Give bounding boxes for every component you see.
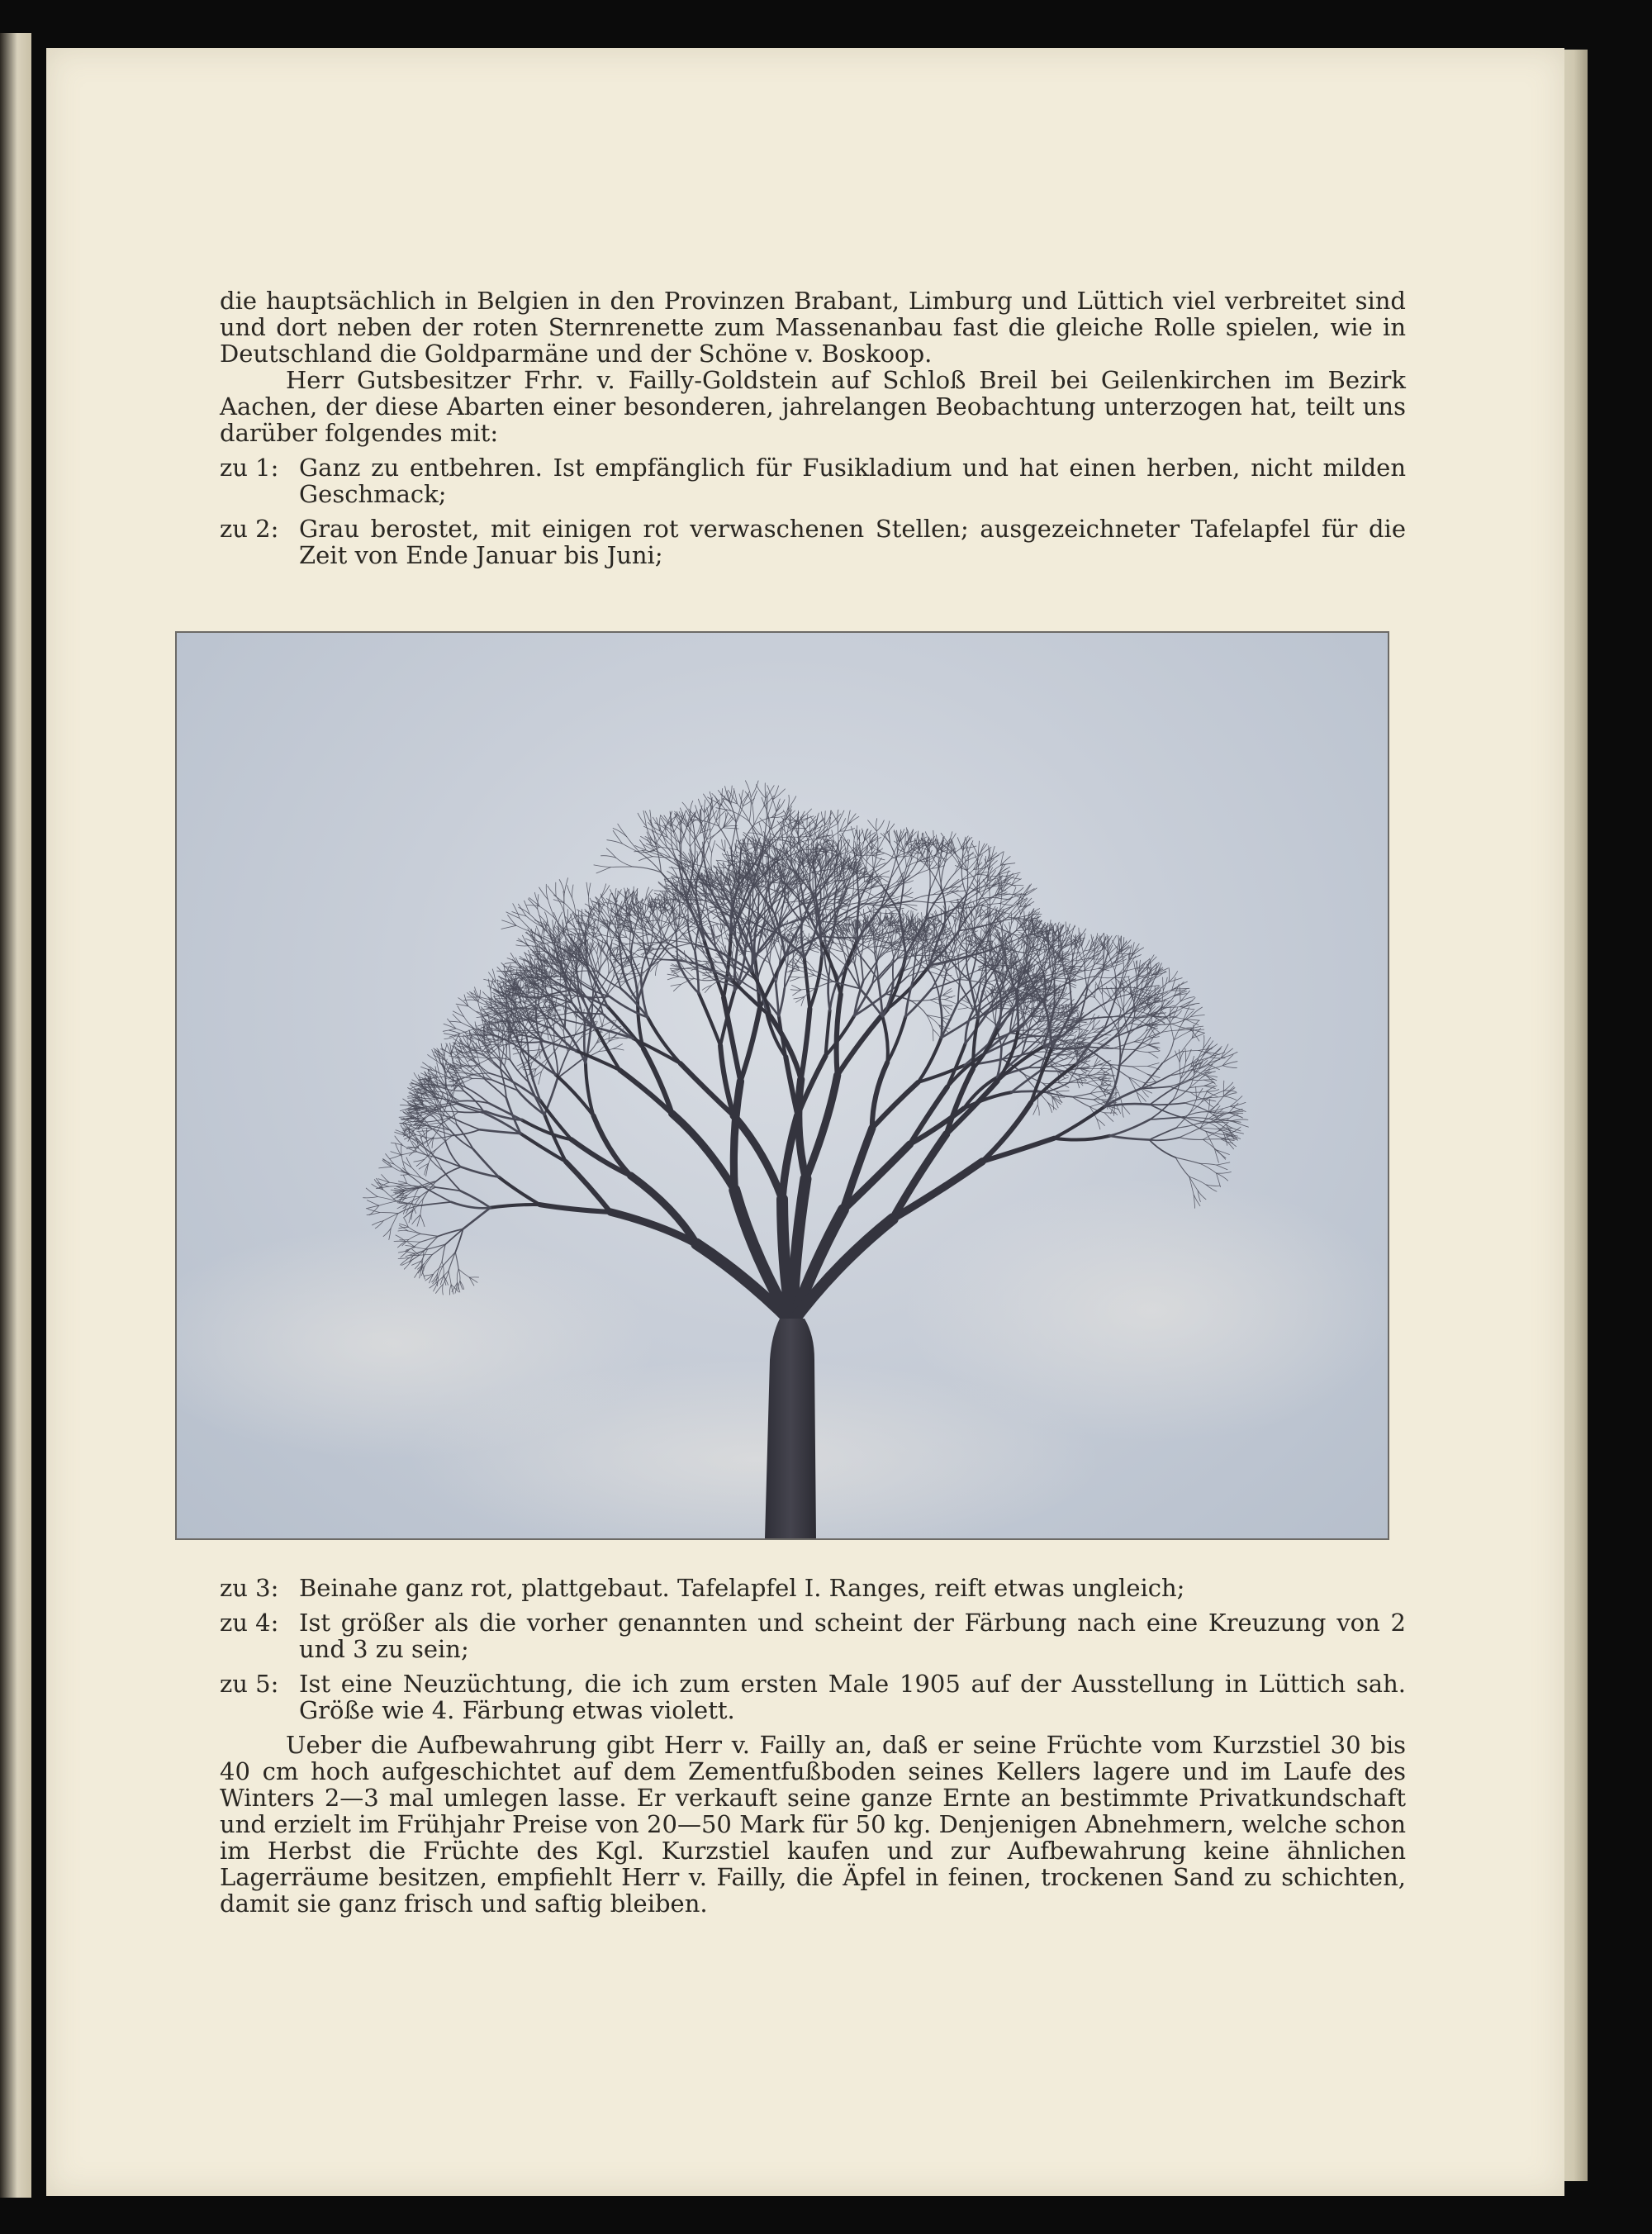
tree-branch bbox=[566, 1162, 610, 1212]
tree-branch bbox=[790, 977, 800, 981]
tree-branch bbox=[861, 957, 863, 981]
tree-branch bbox=[971, 844, 978, 857]
left-page-edge bbox=[0, 33, 31, 2198]
tree-branch bbox=[601, 856, 616, 858]
list-item-label: zu 2: bbox=[220, 515, 279, 543]
tree-branch bbox=[838, 1009, 887, 1075]
tree-branch bbox=[596, 867, 610, 873]
tree-branch bbox=[696, 1244, 792, 1323]
tree-branch bbox=[989, 857, 990, 869]
tree-branch bbox=[584, 1023, 586, 1063]
tree-branch bbox=[852, 877, 853, 895]
tree-branch bbox=[847, 816, 859, 825]
tree-branch bbox=[615, 888, 616, 900]
tree-branch bbox=[965, 858, 966, 870]
tree-branch bbox=[656, 963, 659, 976]
tree-branch bbox=[445, 1141, 461, 1167]
tree-branch bbox=[463, 1208, 491, 1229]
tree-branch bbox=[657, 844, 671, 858]
tree-branch bbox=[416, 1135, 432, 1139]
tree-branch bbox=[736, 804, 741, 822]
tree-branch bbox=[600, 958, 607, 969]
tree-branch bbox=[770, 946, 771, 963]
tree-branch bbox=[565, 929, 575, 934]
tree-branch bbox=[978, 841, 980, 856]
tree-branch bbox=[379, 1201, 396, 1205]
tree-branch bbox=[775, 945, 781, 962]
tree-branch bbox=[420, 1199, 424, 1215]
tree-branch bbox=[943, 991, 953, 995]
tree-branch bbox=[459, 1075, 472, 1081]
tree-branch bbox=[773, 789, 786, 800]
tree-branch bbox=[613, 1044, 623, 1049]
tree-branch bbox=[401, 1174, 410, 1175]
tree-branch bbox=[862, 829, 864, 840]
tree-branch bbox=[745, 781, 751, 797]
tree-branch bbox=[807, 814, 808, 827]
tree-branch bbox=[554, 895, 565, 903]
tree-branch bbox=[667, 977, 679, 980]
tree-branch bbox=[813, 873, 814, 896]
tree-branch bbox=[810, 816, 816, 826]
tree-branch bbox=[390, 1155, 401, 1159]
tree-branch bbox=[398, 1181, 406, 1184]
tree-branch bbox=[630, 933, 631, 953]
tree-branch bbox=[464, 1000, 476, 1001]
tree-branch bbox=[450, 1021, 461, 1022]
tree-branch bbox=[501, 925, 516, 929]
tree-branch bbox=[588, 883, 591, 896]
book-page bbox=[46, 48, 1564, 2196]
tree-branch bbox=[694, 840, 695, 864]
tree-branch bbox=[711, 853, 712, 871]
tree-branch bbox=[831, 810, 838, 824]
tree-branch bbox=[725, 787, 729, 801]
tree-branch bbox=[674, 820, 681, 832]
tree-branch bbox=[380, 1213, 398, 1214]
tree-branch bbox=[751, 781, 758, 797]
tree-branch bbox=[572, 885, 573, 897]
tree-branch bbox=[420, 1202, 451, 1205]
list-item-label: zu 1: bbox=[220, 454, 279, 482]
tree-branch bbox=[529, 1015, 540, 1016]
tree-branch bbox=[801, 1009, 810, 1079]
tree-branch bbox=[983, 879, 990, 890]
tree-branch bbox=[949, 879, 959, 887]
tree-branch bbox=[559, 880, 564, 893]
tree-branch bbox=[967, 870, 968, 895]
tree-branch bbox=[449, 1030, 460, 1034]
tree-branch bbox=[599, 1015, 602, 1027]
tree-branch bbox=[966, 852, 973, 861]
tree-branch bbox=[641, 836, 652, 843]
tree-branch bbox=[567, 912, 573, 924]
tree-branch bbox=[716, 810, 727, 820]
tree-branch bbox=[857, 831, 863, 840]
tree-branch bbox=[765, 783, 766, 798]
tree-branch bbox=[476, 1062, 489, 1073]
tree-branch bbox=[572, 1139, 631, 1176]
list-item bbox=[220, 454, 1406, 507]
tree-branch bbox=[672, 1114, 735, 1191]
tree-branch bbox=[710, 826, 724, 839]
tree-branch bbox=[740, 1009, 759, 1081]
list-item-text: Ganz zu entbehren. Ist empfänglich für Fusikladium und hat einen herben, nicht milden Geschmack; bbox=[299, 454, 1406, 508]
tree-branch bbox=[391, 1214, 398, 1229]
tree-branch bbox=[487, 986, 498, 992]
tree-branch bbox=[556, 896, 564, 912]
tree-branch bbox=[821, 941, 841, 994]
tree-branch bbox=[549, 1038, 563, 1058]
tree-branch bbox=[695, 952, 699, 993]
tree-branch bbox=[525, 933, 534, 939]
tree-branch bbox=[712, 841, 715, 853]
top-text-block bbox=[220, 288, 1406, 568]
tree-branch bbox=[576, 1018, 577, 1034]
tree-branch bbox=[491, 1205, 540, 1208]
tree-branch bbox=[733, 944, 734, 953]
tree-branch bbox=[862, 856, 873, 867]
tree-branch bbox=[945, 1000, 956, 1004]
tree-branch bbox=[466, 1057, 477, 1058]
tree-branch bbox=[540, 1205, 611, 1212]
tree-branch bbox=[499, 1177, 540, 1205]
tree-branch bbox=[809, 949, 819, 953]
tree-branch bbox=[450, 1105, 457, 1124]
tree-branch bbox=[613, 1037, 627, 1039]
paragraph-intro: die hauptsächlich in Belgien in den Provinzen Brabant, Limburg und Lüttich viel verbreitet sind und dort neben der roten Sternrenette zum Massenanbau fast die gleiche Rolle spielen, wie in Deutschland die Goldparmäne und der Schöne v. Boskoop. bbox=[220, 287, 1406, 368]
tree-branch bbox=[461, 1022, 475, 1029]
tree-branch bbox=[1023, 889, 1034, 896]
tree-branch bbox=[688, 924, 695, 952]
tree-branch bbox=[661, 815, 671, 826]
tree-branch bbox=[724, 997, 740, 1081]
tree-branch bbox=[567, 910, 568, 924]
tree-branch bbox=[816, 819, 825, 826]
tree-branch bbox=[443, 1029, 456, 1031]
tree-branch bbox=[613, 829, 627, 837]
tree-branch bbox=[713, 807, 719, 826]
tree-branch bbox=[767, 786, 773, 800]
tree-branch bbox=[682, 802, 691, 815]
tree-branch bbox=[902, 896, 914, 898]
tree-branch bbox=[558, 912, 563, 924]
tree-branch bbox=[639, 840, 646, 850]
paragraph-failly: Herr Gutsbesitzer Frhr. v. Failly-Goldstein auf Schloß Breil bei Geilenkirchen im Bezirk Aachen, der diese Abarten einer besonderen, jahrelangen Beobachtung unterzogen hat, teilt uns darüber folgendes mit: bbox=[220, 366, 1406, 447]
tree-branch bbox=[661, 818, 667, 829]
tree-branch bbox=[398, 1183, 406, 1184]
tree-branch bbox=[540, 1100, 572, 1140]
tree-branch bbox=[680, 825, 681, 844]
tree-branch bbox=[505, 963, 516, 964]
tree-branch bbox=[733, 1081, 740, 1191]
tree-branch bbox=[821, 812, 824, 825]
tree-branch bbox=[868, 852, 881, 853]
tree-branch bbox=[1014, 887, 1023, 894]
tree-branch bbox=[752, 791, 757, 804]
tree-branch bbox=[613, 1048, 624, 1050]
tree-branch bbox=[460, 1100, 489, 1103]
tree-branch bbox=[779, 988, 785, 1016]
tree-branch bbox=[653, 857, 671, 858]
tree-branch bbox=[708, 797, 722, 806]
tree-branch bbox=[838, 810, 844, 824]
tree-branch bbox=[682, 833, 690, 847]
tree-branch bbox=[572, 990, 607, 1006]
tree-branch bbox=[457, 1124, 473, 1149]
tree-branch bbox=[813, 843, 814, 866]
tree-branch bbox=[529, 1049, 544, 1061]
tree-branch bbox=[695, 879, 696, 890]
tree-branch bbox=[704, 813, 705, 832]
tree-branch bbox=[788, 795, 790, 809]
tree-branch bbox=[379, 1167, 392, 1168]
tree-branch bbox=[890, 858, 896, 879]
tree-branch bbox=[978, 844, 987, 856]
tree-branch bbox=[868, 946, 881, 947]
tree-branch bbox=[572, 897, 575, 915]
tree-branch bbox=[618, 824, 627, 837]
tree-branch bbox=[704, 800, 705, 813]
tree-branch bbox=[478, 1058, 491, 1065]
tree-branch bbox=[548, 886, 556, 896]
tree-branch bbox=[627, 938, 642, 946]
tree-branch bbox=[513, 904, 520, 919]
tree-branch bbox=[453, 1129, 480, 1135]
tree-branch bbox=[757, 785, 767, 799]
list-item bbox=[220, 516, 1406, 568]
tree-branch bbox=[642, 929, 658, 942]
tree-illustration bbox=[177, 633, 1388, 1538]
tree-branch bbox=[873, 855, 885, 860]
tree-branch bbox=[799, 811, 805, 825]
tree-branch bbox=[933, 1029, 940, 1038]
tree-branch bbox=[790, 990, 801, 991]
tree-branch bbox=[736, 863, 737, 876]
tree-branch bbox=[564, 903, 576, 915]
tree-branch bbox=[634, 1039, 681, 1063]
tree-branch bbox=[437, 1111, 458, 1112]
tree-branch bbox=[793, 954, 794, 970]
tree-branch bbox=[809, 957, 822, 1009]
tree-branch bbox=[616, 858, 634, 867]
tree-branch bbox=[585, 946, 586, 956]
tree-branch bbox=[702, 986, 711, 991]
list-item-text: Grau berostet, mit einigen rot verwaschenen Stellen; ausgezeichneter Tafelapfel für die Zeit von Ende Januar bis Juni; bbox=[299, 515, 1406, 569]
tree-branch bbox=[733, 1115, 782, 1199]
tree-branch bbox=[458, 1111, 486, 1112]
tree-branch bbox=[825, 811, 826, 825]
tree-branch bbox=[444, 1036, 456, 1039]
tree-branch bbox=[401, 1152, 417, 1155]
tree-branch bbox=[882, 1016, 887, 1062]
tree-branch bbox=[586, 882, 588, 896]
tree-branch bbox=[851, 826, 854, 838]
tree-branch bbox=[627, 888, 632, 899]
tree-branch bbox=[861, 939, 863, 957]
tree-branch bbox=[631, 1176, 697, 1244]
tree-branch bbox=[368, 1209, 380, 1212]
tree-branch bbox=[699, 993, 720, 1045]
tree-branch bbox=[382, 1160, 392, 1167]
tree-branch bbox=[752, 804, 754, 825]
tree-branch bbox=[401, 1143, 402, 1157]
tree-branch bbox=[453, 1015, 461, 1023]
tree-branch bbox=[505, 1066, 518, 1091]
tree-branch bbox=[368, 1200, 379, 1206]
tree-branch bbox=[627, 837, 640, 853]
tree-branch bbox=[601, 896, 608, 905]
tree-branch bbox=[690, 831, 691, 847]
tree-branch bbox=[493, 1011, 502, 1012]
tree-branch bbox=[520, 1041, 544, 1042]
tree-branch bbox=[793, 921, 801, 929]
tree-branch bbox=[885, 824, 895, 834]
tree-branch bbox=[878, 834, 886, 849]
tree-branch bbox=[660, 815, 661, 829]
tree-branch bbox=[451, 1052, 462, 1053]
tree-branch bbox=[372, 1184, 383, 1190]
tree-branch bbox=[997, 894, 1014, 895]
tree-branch bbox=[868, 820, 877, 831]
tree-branch bbox=[724, 929, 729, 944]
tree-branch bbox=[879, 871, 890, 877]
tree-photograph bbox=[175, 631, 1389, 1540]
tree-branch bbox=[667, 940, 691, 944]
tree-branch bbox=[615, 890, 621, 900]
tree-branch bbox=[598, 915, 600, 929]
tree-branch bbox=[594, 865, 611, 867]
tree-branch bbox=[363, 1197, 378, 1198]
tree-branch bbox=[1012, 874, 1018, 885]
tree-branch bbox=[867, 848, 868, 860]
tree-branch bbox=[648, 1017, 681, 1063]
tree-branch bbox=[712, 793, 722, 805]
tree-branch bbox=[792, 985, 801, 990]
tree-branch bbox=[366, 1188, 377, 1196]
tree-branch bbox=[847, 843, 848, 854]
tree-branch bbox=[567, 886, 572, 898]
tree-branch bbox=[793, 990, 801, 996]
tree-branch bbox=[749, 797, 751, 821]
tree-branch bbox=[703, 977, 711, 979]
tree-branch bbox=[671, 826, 672, 846]
tree-branch bbox=[367, 1213, 380, 1215]
tree-branch bbox=[876, 819, 877, 832]
tree-branch bbox=[876, 820, 884, 831]
tree-branch bbox=[420, 1215, 425, 1227]
